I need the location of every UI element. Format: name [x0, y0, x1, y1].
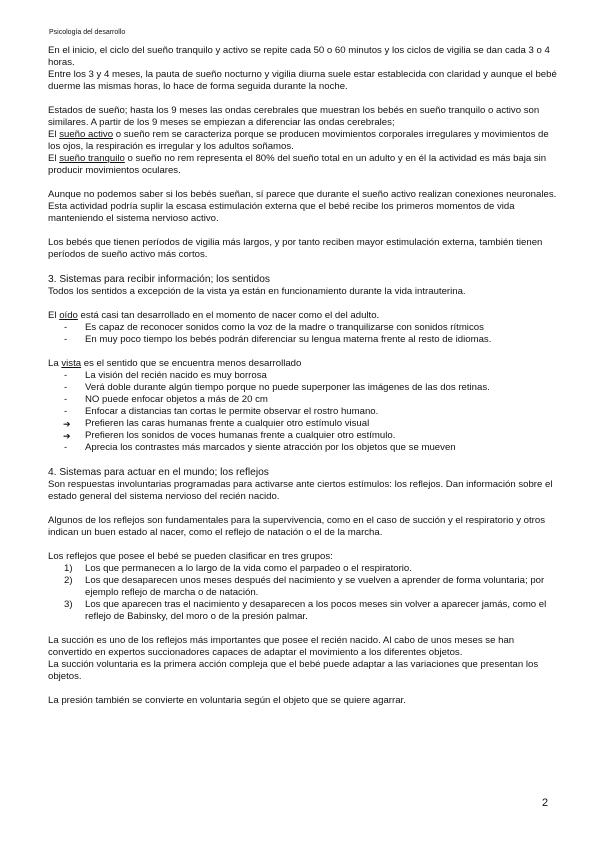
paragraph: En el inicio, el ciclo del sueño tranquilo y activo se repite cada 50 o 60 minutos y los ciclos de vigilia se dan cada 3 o 4 horas. — [48, 45, 550, 68]
list-item: - Aprecia los contrastes más marcados y siente atracción por los objetos que se mueven — [64, 442, 456, 453]
paragraph: Algunos de los reflejos son fundamentales para la supervivencia, como en el caso de succión y el respiratorio y otros indican un buen estado al nacer, como el reflejo de natación o el de la marcha. — [48, 515, 546, 538]
paragraph: La presión también se convierte en voluntaria según el objeto que se quiere agarrar. — [48, 695, 406, 706]
page-content — [48, 45, 558, 707]
underlined-term: sueño activo — [59, 129, 114, 140]
section-heading: 4. Sistemas para actuar en el mundo; los reflejos — [48, 467, 269, 478]
paragraph: La succión es uno de los reflejos más importantes que posee el recién nacido. Al cabo de unos meses se han convertido en expertos succionadores capaces de adaptar el movimiento a los diferentes objetos. — [48, 635, 515, 658]
underlined-term: sueño tranquilo — [59, 153, 125, 164]
paragraph: Entre los 3 y 4 meses, la pauta de sueño nocturno y vigilia diurna suele estar establecida con claridad y aunque el bebé duerme las mismas horas, lo hace de forma seguida durante la noche. — [48, 69, 557, 92]
paragraph: Aunque no podemos saber si los bebés sueñan, sí parece que durante el sueño activo realizan conexiones neuronales. Esta actividad podría suplir la escasa estimulación externa que el bebé recibe los primeros momentos de vida manteniendo el sistema nervioso activo. — [48, 189, 557, 224]
paragraph-oido: El oído está casi tan desarrollado en el momento de nacer como el del adulto. — [48, 310, 380, 321]
list-item: - Enfocar a distancias tan cortas le permite observar el rostro humano. — [64, 406, 379, 417]
list-item: - En muy poco tiempo los bebés podrán diferenciar su lengua materna frente al resto de idiomas. — [64, 334, 492, 345]
reflex-groups-list — [48, 563, 558, 623]
paragraph-sueno-tranquilo: El sueño tranquilo o sueño no rem representa el 80% del sueño total en un adulto y en él la actividad es más baja sin producir movimientos oculares. — [48, 153, 547, 176]
arrow-icon: ➔ — [63, 431, 71, 441]
list-item: 2) Los que desaparecen unos meses después del nacimiento y se vuelven a aprender de forma voluntaria; por ejemplo reflejo de marcha o de natación. — [64, 575, 545, 598]
list-item: - NO puede enfocar objetos a más de 20 cm — [64, 394, 268, 405]
paragraph: Son respuestas involuntarias programadas para activarse ante ciertos estímulos: los reflejos. Dan información sobre el estado general del sistema nervioso del recién nacido. — [48, 479, 553, 502]
list-item: ➔ Prefieren las caras humanas frente a cualquier otro estímulo visual — [63, 418, 370, 429]
paragraph: Todos los sentidos a excepción de la vista ya están en funcionamiento durante la vida intrauterina. — [48, 286, 466, 297]
running-header: Psicología del desarrollo — [49, 29, 126, 36]
page-number: 2 — [542, 797, 549, 809]
paragraph: Los reflejos que posee el bebé se pueden clasificar en tres grupos: — [48, 551, 333, 562]
arrow-icon: ➔ — [63, 419, 71, 429]
paragraph: La succión voluntaria es la primera acción compleja que el bebé puede adaptar a las variaciones que presentan los objetos. — [48, 659, 539, 682]
oido-list — [48, 322, 558, 346]
underlined-term: oído — [59, 310, 78, 321]
underlined-term: vista — [61, 358, 82, 369]
list-item: - Verá doble durante algún tiempo porque no puede superponer las imágenes de las dos retinas. — [64, 382, 490, 393]
list-item: - Es capaz de reconocer sonidos como la voz de la madre o tranquilizarse con sonidos rítmicos — [64, 322, 484, 333]
list-item: ➔ Prefieren los sonidos de voces humanas frente a cualquier otro estímulo. — [63, 430, 396, 441]
vista-list — [48, 370, 558, 454]
list-item: - La visión del recién nacido es muy borrosa — [64, 370, 267, 381]
paragraph-vista: La vista es el sentido que se encuentra menos desarrollado — [48, 358, 302, 369]
paragraph: Los bebés que tienen períodos de vigilia más largos, y por tanto reciben mayor estimulación externa, también tienen períodos de sueño activo más cortos. — [48, 237, 543, 260]
list-item: 3) Los que aparecen tras el nacimiento y desaparecen a los pocos meses sin volver a aparecer jamás, como el reflejo de Babinsky, del moro o de la presión palmar. — [64, 599, 547, 622]
section-heading: 3. Sistemas para recibir información; los sentidos — [48, 274, 270, 285]
paragraph-sueno-activo: El sueño activo o sueño rem se caracteriza porque se producen movimientos corporales irregulares y movimientos de los ojos, la respiración es irregular y los adultos soñamos. — [48, 129, 549, 152]
list-item: 1) Los que permanecen a lo largo de la vida como el parpadeo o el respiratorio. — [64, 563, 412, 574]
paragraph-estados: Estados de sueño; hasta los 9 meses las ondas cerebrales que muestran los bebés en sueño tranquilo o activo son similares. A partir de los 9 meses se empiezan a diferenciar las ondas cerebrales; — [48, 105, 540, 128]
